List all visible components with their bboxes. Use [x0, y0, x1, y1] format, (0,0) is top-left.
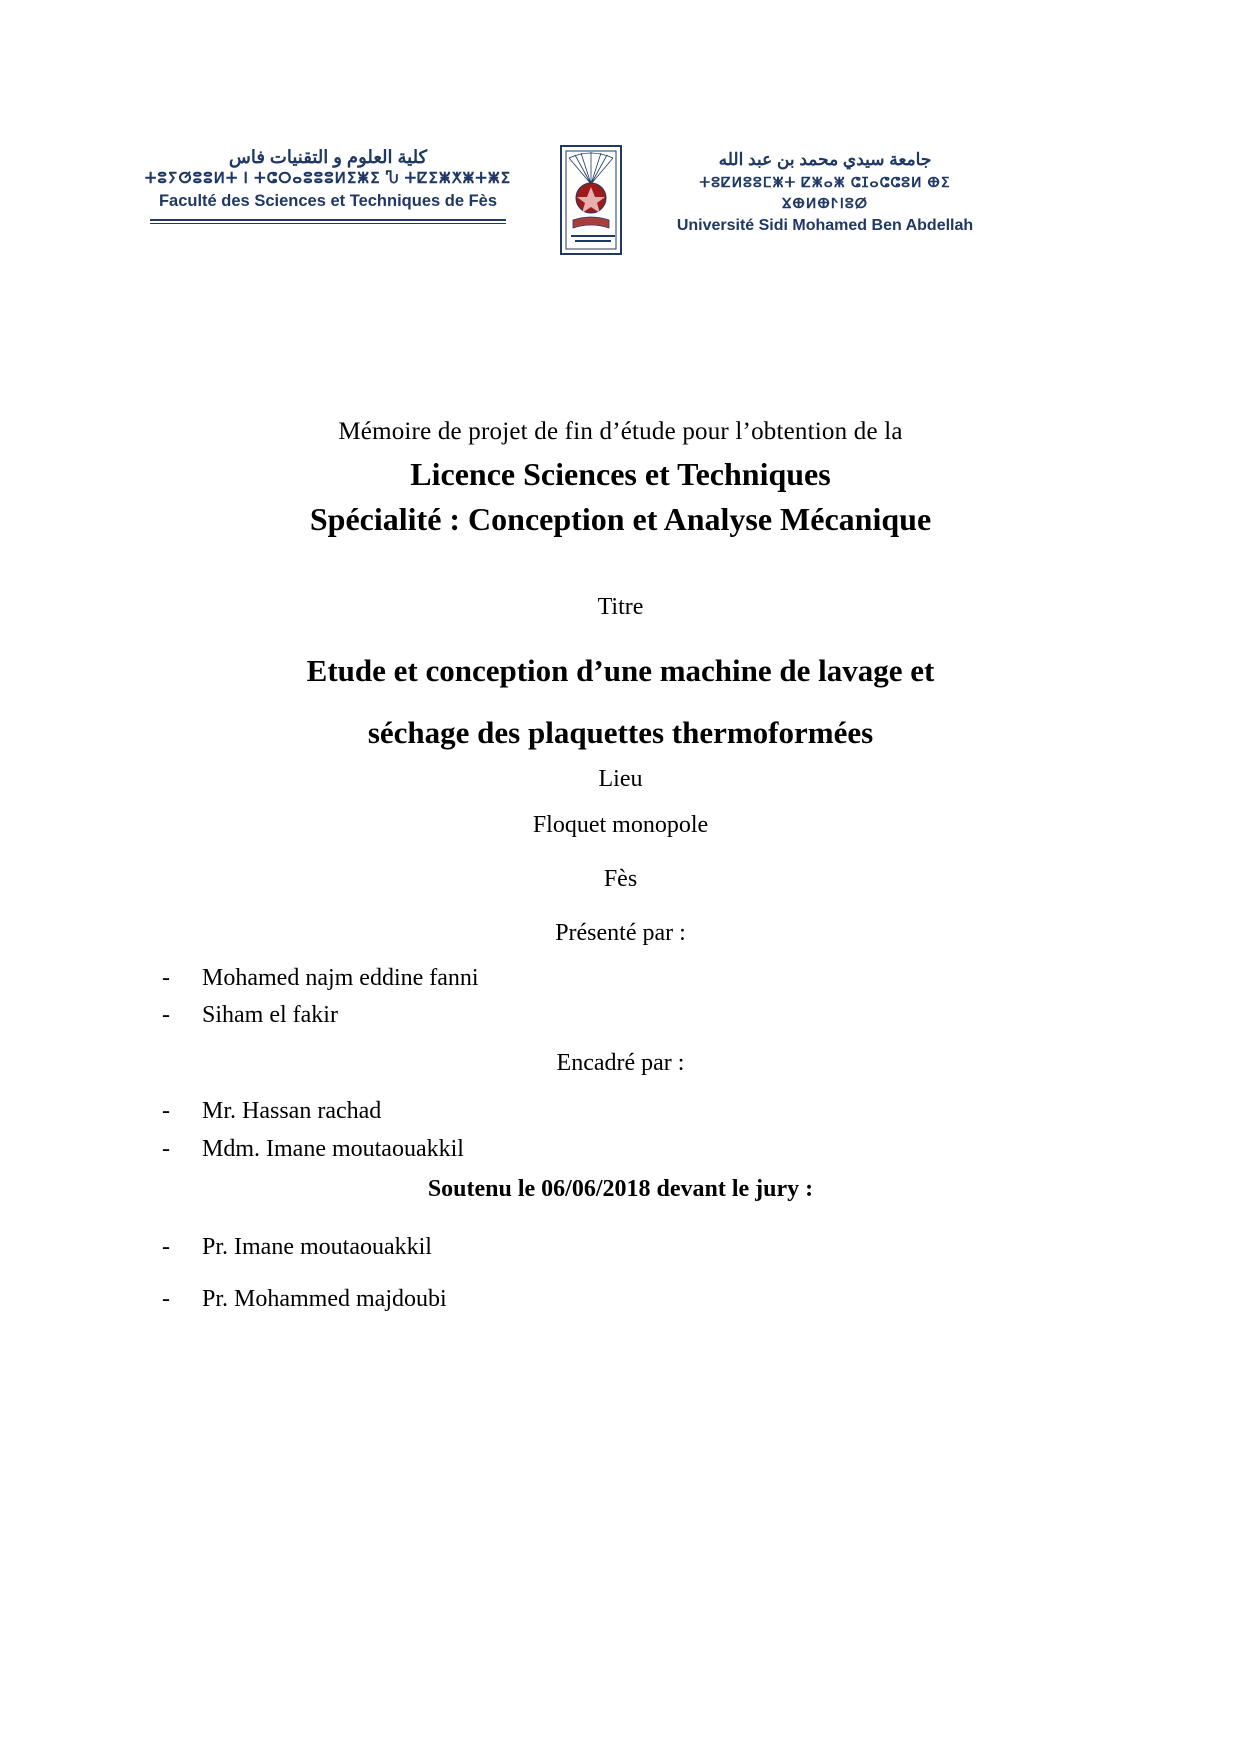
faculty-logo-arabic: كلية العلوم و التقنيات فاس [228, 147, 428, 167]
dash-bullet: - [162, 1002, 170, 1029]
place-value: Floquet monopole [532, 812, 709, 838]
defense-line: Soutenu le 06/06/2018 devant le jury : [427, 1176, 814, 1202]
university-logo-tifinagh: ⵜⵓⵇⵍⵓⵓⵎⵥⵜ ⵇⵥⴰⵥ ⵛⵊⴰⵛⵛⵓⵍ ⴲⵉ ⴴⴲⵍⴲⵤⵏⵓⵁ [699, 173, 951, 211]
faculty-logo-divider [150, 219, 506, 224]
dash-bullet: - [162, 1234, 170, 1260]
city-label: Fès [603, 866, 638, 892]
supervisor-name: Mdm. Imane moutaouakkil [202, 1136, 464, 1163]
document-header [0, 132, 1241, 272]
author-name: Mohamed najm eddine fanni [202, 965, 479, 991]
list-item [160, 1274, 1060, 1326]
faculty-logo-tifinagh: ⵜⵓⵢⵚⵓⵓⵍⵜ Ⅰ ⵜⵛⵔⴰⵓⵓⵓⵍⵉⵥⵉ Ⴠ ⵜⵇⵉⵥⵅⵥⵜⵥⵉ [144, 170, 512, 188]
list-item [160, 1130, 1060, 1168]
degree-line-2: Spécialité : Conception et Analyse Mécanique [309, 501, 932, 538]
thesis-title [0, 640, 1241, 764]
thesis-title-line-2: séchage des plaquettes thermoformées [367, 715, 874, 750]
dash-bullet: - [162, 1136, 170, 1163]
university-logo-french: Université Sidi Mohamed Ben Abdellah [676, 216, 974, 234]
university-logo-arabic: جامعة سيدي محمد بن عبد الله [718, 150, 932, 169]
supervisors-list [160, 1092, 1060, 1169]
authors-list [160, 960, 1060, 1034]
title-label: Titre [597, 594, 644, 620]
jury-member-name: Pr. Mohammed majdoubi [202, 1285, 447, 1312]
jury-list [160, 1222, 1060, 1325]
supervisor-name: Mr. Hassan rachad [202, 1098, 382, 1124]
list-item [160, 960, 1060, 997]
thesis-title-line-1: Etude et conception d’une machine de lavage et [306, 653, 935, 688]
dash-bullet: - [162, 1285, 170, 1312]
faculty-logo-french: Faculté des Sciences et Techniques de Fès [158, 191, 498, 210]
list-item [160, 1222, 1060, 1274]
faculty-logo [138, 146, 518, 224]
dash-bullet: - [162, 1098, 170, 1124]
degree-block [0, 452, 1241, 543]
list-item [160, 997, 1060, 1034]
diploma-line: Mémoire de projet de fin d’étude pour l’obtention de la [338, 418, 903, 445]
jury-member-name: Pr. Imane moutaouakkil [202, 1234, 432, 1260]
list-item [160, 1092, 1060, 1130]
university-logo [655, 148, 995, 238]
author-name: Siham el fakir [202, 1002, 338, 1029]
place-label: Lieu [598, 766, 643, 792]
usmba-crest-icon [535, 140, 647, 268]
presented-by-label: Présenté par : [555, 920, 686, 946]
supervised-by-label: Encadré par : [556, 1050, 685, 1076]
dash-bullet: - [162, 965, 170, 991]
degree-line-1: Licence Sciences et Techniques [410, 456, 831, 492]
